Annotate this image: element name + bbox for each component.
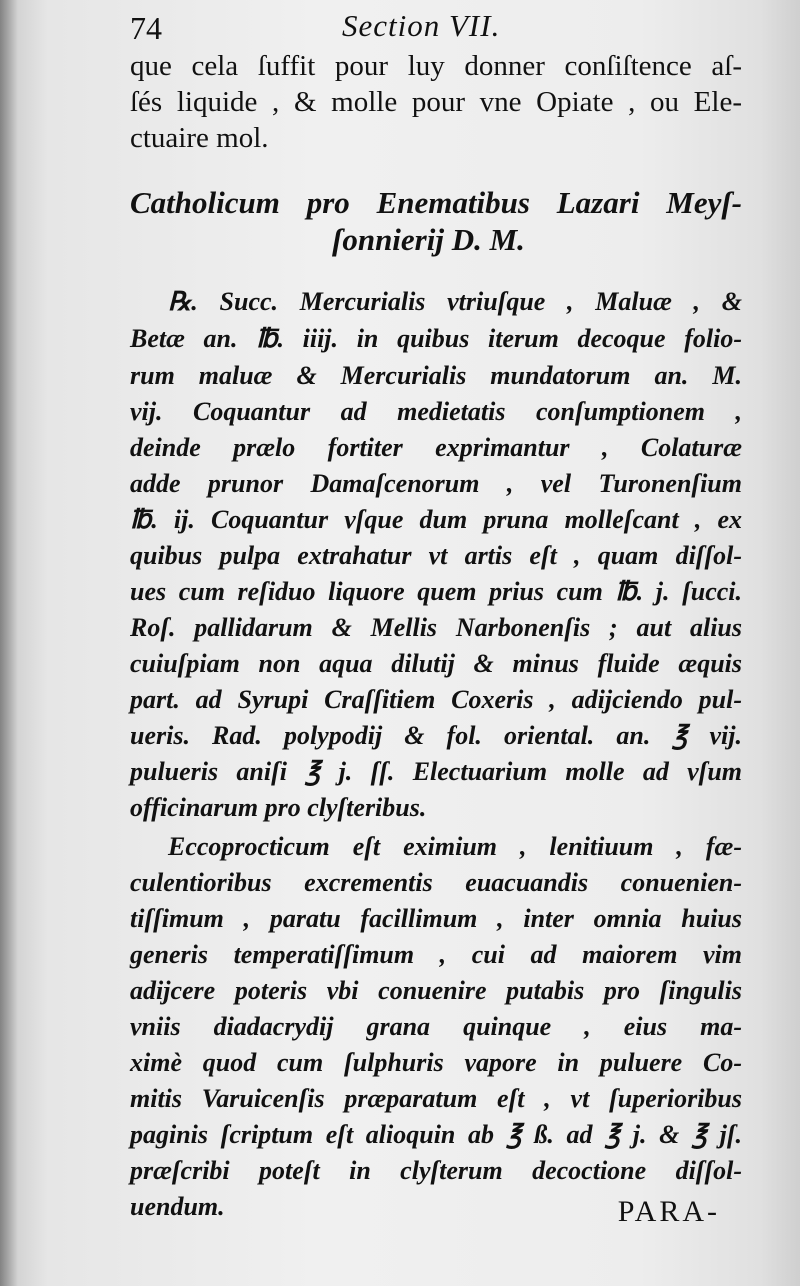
running-head: Section VII. xyxy=(342,8,501,43)
page-number: 74 xyxy=(130,10,162,46)
text-line: tiſſimum , paratu facillimum , inter omnia huius xyxy=(130,904,742,933)
text-line: vij. Coquantur ad medietatis conſumptionem , xyxy=(130,397,742,426)
text-line: præſcribi poteſt in clyſterum decoctione diſſol- xyxy=(130,1156,742,1185)
gutter-shadow xyxy=(0,0,18,1286)
text-line: adijcere poteris vbi conuenire putabis pro ſingulis xyxy=(130,976,742,1005)
text-line: ues cum reſiduo liquore quem prius cum ℔. j. ſucci. xyxy=(130,577,742,606)
text-line: officinarum pro clyſteribus. xyxy=(130,793,427,822)
text-line: ueris. Rad. polypodij & fol. oriental. an. ℥ vij. xyxy=(130,721,742,750)
text-line: rum maluæ & Mercurialis mundatorum an. M. xyxy=(130,361,742,390)
text-line: Eccoprocticum eſt eximium , lenitiuum , fæ- xyxy=(168,832,742,861)
text-line: ℞. Succ. Mercurialis vtriuſque , Maluæ , & xyxy=(168,287,742,316)
text-line: ſés liquide , & molle pour vne Opiate , ou Ele- xyxy=(130,86,742,118)
text-line: generis temperatiſſimum , cui ad maiorem vim xyxy=(130,940,742,969)
page-header xyxy=(130,8,740,50)
heading-line: ſonnierij D. M. xyxy=(332,222,525,257)
text-line: part. ad Syrupi Craſſitiem Coxeris , adijciendo pul- xyxy=(130,685,742,714)
text-line: Betæ an. ℔. iiij. in quibus iterum decoque folio- xyxy=(130,324,742,353)
text-line: adde prunor Damaſcenorum , vel Turonenſium xyxy=(130,469,742,498)
text-line: quibus pulpa extrahatur vt artis eſt , quam diſſol- xyxy=(130,541,742,570)
catchword: PARA- xyxy=(617,1195,720,1228)
text-line: uendum. xyxy=(130,1192,225,1221)
text-line: mitis Varuicenſis præparatum eſt , vt ſuperioribus xyxy=(130,1084,742,1113)
text-line: vniis diadacrydij grana quinque , eius ma- xyxy=(130,1012,742,1041)
heading-line: Catholicum pro Enematibus Lazari Meyſ- xyxy=(130,185,742,220)
text-line: paginis ſcriptum eſt alioquin ab ℥ ß. ad ℥ j. & ℥ jſ. xyxy=(130,1120,742,1149)
text-line: ximè quod cum ſulphuris vapore in puluere Co- xyxy=(130,1048,742,1077)
text-line: deinde prælo fortiter exprimantur , Colaturæ xyxy=(130,433,742,462)
text-line: pulueris aniſi ℥ j. ſſ. Electuarium molle ad vſum xyxy=(130,757,742,786)
text-line: Roſ. pallidarum & Mellis Narbonenſis ; aut alius xyxy=(130,613,742,642)
text-line: que cela ſuffit pour luy donner conſiſtence aſ- xyxy=(130,50,742,82)
text-line: ℔. ij. Coquantur vſque dum pruna molleſcant , ex xyxy=(130,505,742,534)
text-line: cuiuſpiam non aqua dilutij & minus fluide æquis xyxy=(130,649,742,678)
text-line: ctuaire mol. xyxy=(130,122,269,154)
text-line: culentioribus excrementis euacuandis conuenien- xyxy=(130,868,742,897)
